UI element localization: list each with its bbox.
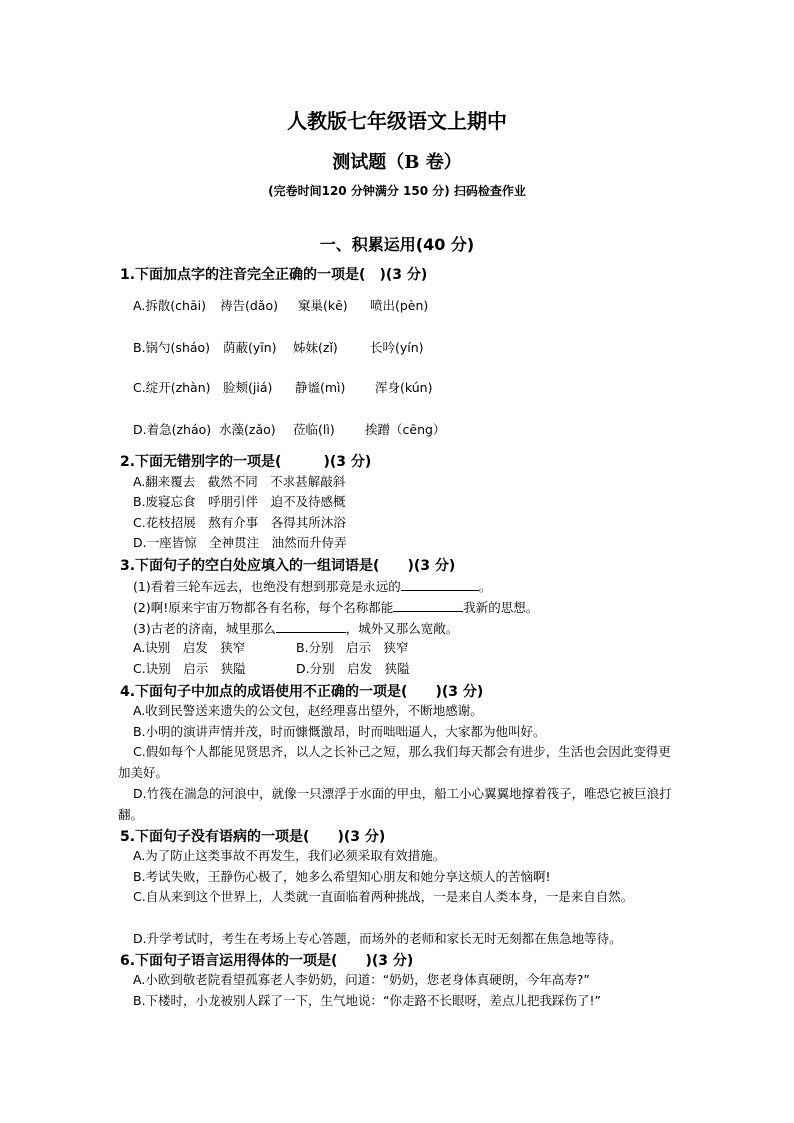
option-a-word-3: 窠巢(kē) (298, 298, 348, 313)
question-2-option-d: D.一座皆惊 全神贯注 油然而升侍弄 (133, 535, 347, 550)
question-1-stem: 1.下面加点字的注音完全正确的一项是( )(3 分) (120, 267, 428, 283)
option-a-word-4: 喷出(pèn) (370, 298, 429, 313)
question-2-stem: 2.下面无错别字的一项是( )(3 分) (120, 454, 372, 470)
option-d-word-2: 水藻(zǎo) (219, 422, 276, 437)
question-4-option-c: C.假如每个人都能见贤思齐，以人之长补己之短，那么我们每天都会有进步，生活也会因此变得更加美好。 (118, 744, 671, 780)
sentence-2-text: (2)啊!原来宇宙万物都各有名称，每个名称都能 (133, 600, 394, 615)
question-1-option-d (133, 420, 445, 440)
question-1-option-a (133, 296, 428, 316)
option-c-word-4: 浑身(kún) (375, 380, 433, 395)
page-subtitle: 测试题（B 卷） (332, 152, 462, 173)
question-4-option-a: A.收到民警送来遗失的公文包，赵经理喜出望外，不断地感谢。 (133, 703, 483, 718)
exam-note: (完卷时间120 分钟满分 150 分) 扫码检查作业 (268, 184, 526, 198)
question-1-option-b (133, 338, 424, 358)
option-b-word-3: 姊妹(zǐ) (293, 340, 338, 355)
question-5-option-b: B.考试失败，王静伤心极了，她多么希望知心朋友和她分享这烦人的苦恼啊! (133, 869, 551, 884)
sentence-1-text: (1)看着三轮车远去，也绝没有想到那竟是永远的 (133, 579, 401, 594)
question-3-sentence-2 (133, 597, 538, 618)
option-c-word-3: 静谧(mì) (295, 380, 346, 395)
question-6-option-b: B.下楼时，小龙被别人踩了一下，生气地说：“你走路不长眼呀，差点儿把我踩伤了!” (133, 993, 602, 1008)
question-4-option-d: D.竹筏在湍急的河浪中，就像一只漂浮于水面的甲虫，船工小心翼翼地撑着筏子，唯恐它被巨浪打翻。 (118, 786, 672, 822)
page-title: 人教版七年级语文上期中 (287, 109, 507, 133)
question-3-sentence-3 (133, 618, 458, 639)
option-b-word-1: B.锅勺(sháo) (133, 340, 211, 355)
question-3-option-b: B.分别 启示 狭窄 (296, 640, 409, 655)
sentence-3-text: (3)古老的济南，城里那么 (133, 621, 276, 636)
question-3-option-a: A.诀别 启发 狭窄 (133, 640, 246, 655)
question-5-option-a: A.为了防止这类事故不再发生，我们必须采取有效措施。 (133, 848, 446, 863)
option-d-word-4: 挨蹭（cēng） (365, 422, 446, 437)
option-b-word-4: 长吟(yín) (370, 340, 424, 355)
question-4-stem: 4.下面句子中加点的成语使用不正确的一项是( )(3 分) (120, 684, 484, 700)
question-6-option-a: A.小欧到敬老院看望孤寡老人李奶奶，问道：“奶奶，您老身体真硬朗，今年高寿?” (133, 972, 590, 987)
fill-blank (401, 576, 479, 591)
sentence-2-end: 我新的思想。 (463, 600, 539, 615)
question-3-stem: 3.下面句子的空白处应填入的一组词语是( )(3 分) (120, 558, 456, 574)
question-3-sentence-1 (133, 576, 491, 597)
question-2-option-a: A.翻来覆去 截然不同 不求甚解敲斜 (133, 474, 346, 489)
question-3-option-d: D.分别 启发 狭隘 (296, 661, 410, 676)
question-5-option-d: D.升学考试时，考生在考场上专心答题，而场外的老师和家长无时无刻都在焦急地等待。 (133, 931, 622, 946)
option-c-word-1: C.绽开(zhàn) (133, 380, 211, 395)
option-d-word-1: D.着急(zháo) (133, 422, 212, 437)
question-3-options-cd (133, 659, 410, 679)
question-2-option-c: C.花枝招展 熬有介事 各得其所沐浴 (133, 515, 346, 530)
option-b-word-2: 荫蔽(yīn) (223, 340, 277, 355)
option-c-word-2: 脸颊(jiá) (223, 380, 273, 395)
question-2-option-b: B.废寝忘食 呼朋引伴 迫不及待感概 (133, 494, 346, 509)
sentence-1-end: 。 (478, 579, 492, 594)
option-a-word-1: A.拆散(chāi) (133, 298, 206, 313)
question-4-option-b: B.小明的演讲声情并茂，时而慷慨激昂，时而咄咄逼人，大家都为他叫好。 (133, 724, 546, 739)
fill-blank (276, 618, 346, 633)
question-5-stem: 5.下面句子没有语病的一项是( )(3 分) (120, 829, 386, 845)
question-3-option-c: C.诀别 启示 狭隘 (133, 661, 246, 676)
sentence-3-end: ，城外又那么宽敞。 (345, 621, 459, 636)
option-d-word-3: 莅临(lì) (293, 422, 335, 437)
question-1-option-c (133, 378, 432, 398)
question-5-option-c: C.自从来到这个世界上，人类就一直面临着两种挑战，一是来自人类本身，一是来自自然。 (133, 889, 634, 904)
section-title: 一、积累运用(40 分) (319, 235, 475, 254)
option-a-word-2: 祷告(dǎo) (220, 298, 278, 313)
question-6-stem: 6.下面句子语言运用得体的一项是( )(3 分) (120, 953, 414, 969)
fill-blank (393, 597, 463, 612)
question-3-options-ab (133, 638, 409, 658)
